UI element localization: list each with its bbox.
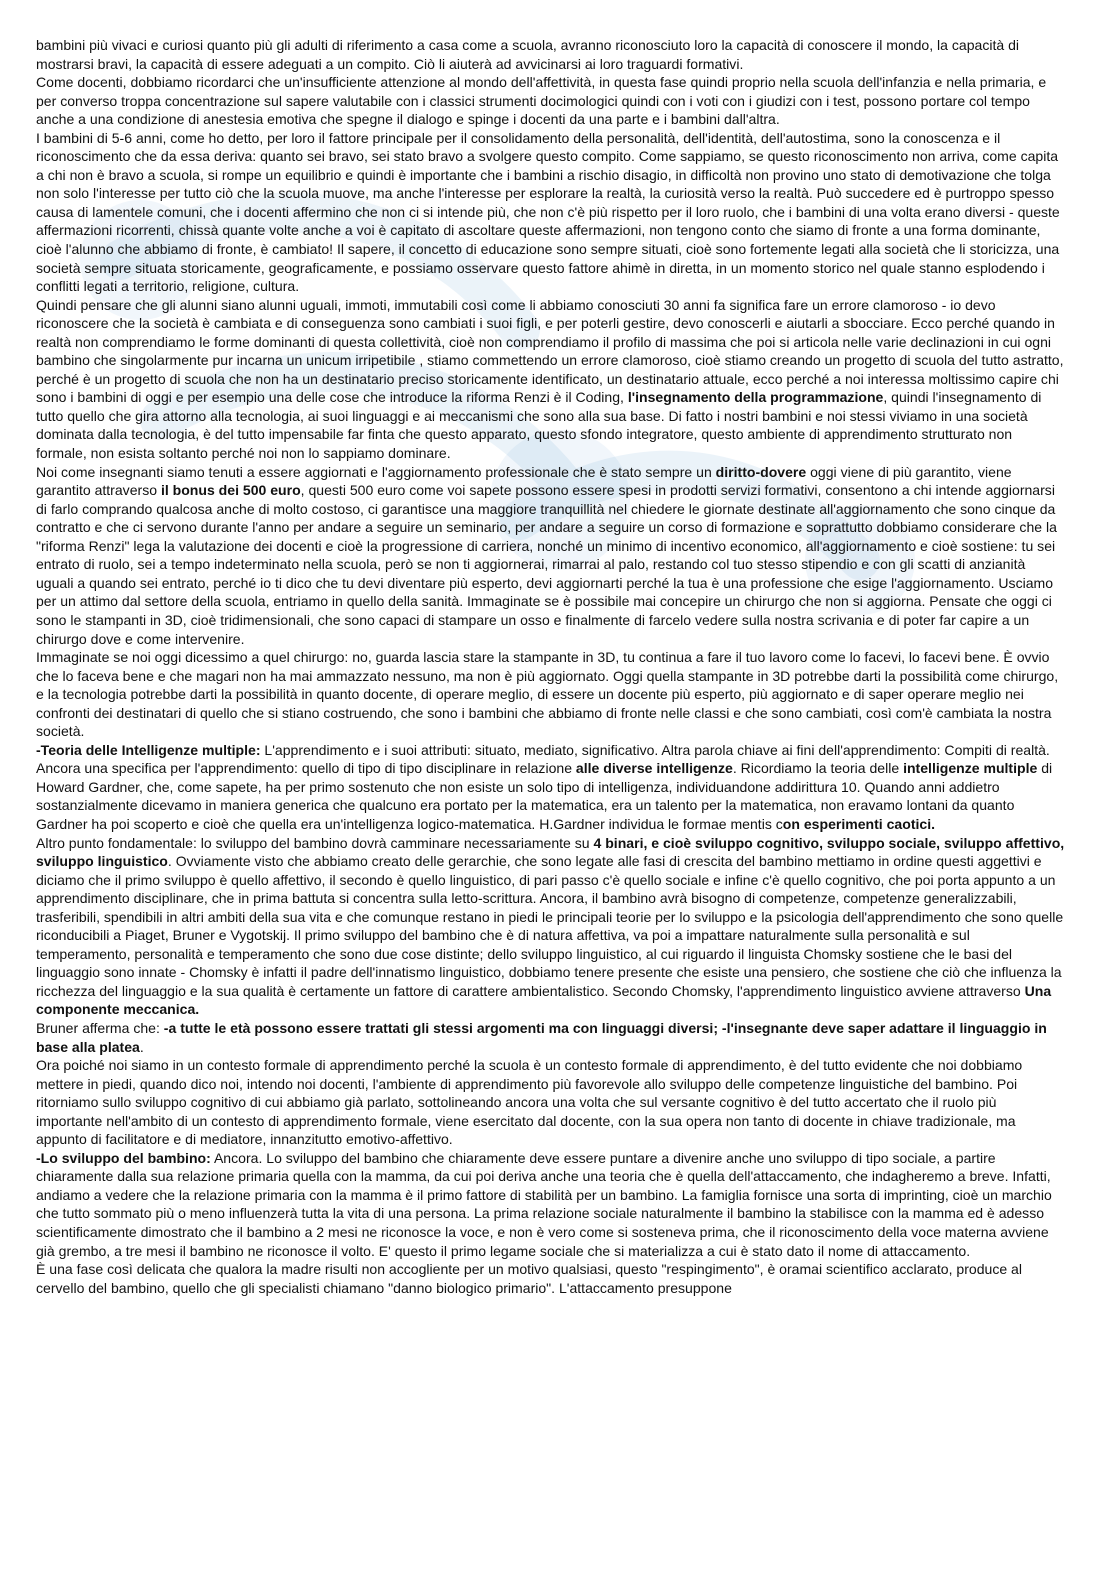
text-run: I bambini di 5-6 anni, come ho detto, per loro il fattore principale per il consolidamento della personalità, dell'identità, dell'autostima, sono la conoscenza e il riconoscimento che da essa deriva: quanto sei bravo, sei stato bravo a svolgere questo compito. Come sappiamo, se questo riconoscimento non arriva, come capita a chi non è bravo a scuola, si rompe un equilibrio e quindi è importante che i bambini a rischio disagio, in difficoltà non provino uno stato di demotivazione che tolga non solo l'interesse per tutto ciò che la scuola muove, ma anche l'interesse per esplorare la realtà, la curiosità verso la realtà. Può succedere ed è purtroppo spesso causa di lamentele comuni, che i docenti affermino che non ci si intende più, che non c'è più rispetto per il loro ruolo, che i bambini di una volta erano diversi - queste affermazioni ricorrenti, chissà quante volte anche a voi è capitato di ascoltare queste affermazioni, non tengono conto che siamo di fronte a una forma dominante, cioè l'alunno che abbiamo di fronte, è cambiato! Il sapere, il concetto di educazione sono sempre situati, cioè sono fortemente legati alla società che li storicizza, una società sempre situata storicamente, geograficamente, e possiamo osservare questo fattore ahimè in diretta, in un momento storico nel quale stanno esplodendo i conflitti legati a territorio, religione, cultura. xyxy=(36,129,1060,295)
document-page xyxy=(36,36,1066,1297)
bold-text: Una componente meccanica. xyxy=(36,982,1052,1018)
bold-text: -Teoria delle Intelligenze multiple: xyxy=(36,741,261,758)
text-run: . Ovviamente visto che abbiamo creato delle gerarchie, che sono legate alle fasi di crescita del bambino mettiamo in ordine questi aggettivi e diciamo che il primo sviluppo è quello affettivo, il secondo è quello linguistico, di pari passo c'è quello sociale e infine c'è quello cognitivo, che poi porta appunto a un apprendimento disciplinare, che in prima battuta si concentra sulla letto-scrittura. Ancora, il bambino avrà bisogno di competenze, competenze generalizzabili, trasferibili, spendibili in altri ambiti della sua vita e che comunque restano in piedi le principali teorie per lo sviluppo e la psicologia dell'apprendimento che sono quelle riconducibili a Piaget, Bruner e Vygotskij. Il primo sviluppo del bambino che è di natura affettiva, va poi a impattare naturalmente sulla personalità e sul temperamento, personalità e temperamento che sono due cose distinte; dello sviluppo linguistico, al cui riguardo il linguista Chomsky sostiene che le basi del linguaggio sono innate - Chomsky è infatti il padre dell'innatismo linguistico, dobbiamo tenere presente che esiste una pensiero, che sostiene che ciò che influenza la ricchezza del linguaggio e la sua qualità è certamente un fattore di carattere ambientalistico. Secondo Chomsky, l'apprendimento linguistico avviene attraverso xyxy=(36,853,1064,999)
text-run: . xyxy=(139,1038,144,1055)
paragraph xyxy=(36,1019,1066,1056)
paragraph xyxy=(36,648,1066,741)
paragraph xyxy=(36,73,1066,129)
bold-text: il bonus dei 500 euro xyxy=(160,482,301,499)
text-run: di Howard Gardner, che, come sapete, ha per primo sostenuto che non esiste un solo tipo di intelligenza, individuandone addirittura 10. Quando anni addietro sostanzialmente dicevamo in maniera generica che qualcuno era portato per la matematica, era un talento per la matematica, non eravamo lontani da quanto Gardner ha poi scoperto e cioè che quella era un'intelligenza logico-matematica. H.Gardner individua le formae mentis c xyxy=(36,760,1053,832)
bold-text: intelligenze multiple xyxy=(903,760,1038,777)
text-run: Ancora. Lo sviluppo del bambino che chiaramente deve essere puntare a divenire anche uno sviluppo di tipo sociale, a partire chiaramente dalla sua relazione primaria quella con la mamma, da cui poi deriva anche una teoria che è quella dell'attaccamento, che indagheremo a breve. Infatti, andiamo a vedere che la relazione primaria con la mamma è il primo fattore di stabilità per un bambino. La famiglia fornisce una sorta di imprinting, cioè un marchio che tutto sommato più o meno influenzerà tutta la vita di una persona. La prima relazione sociale naturalmente il bambino la stabilisce con la mamma ed è adesso scientificamente dimostrato che il bambino a 2 mesi ne riconosce la voce, e non è vero come si sosteneva prima, che il riconoscimento della voce materna avviene già grembo, a tre mesi il bambino ne riconosce il volto. E' questo il primo legame sociale che si materializza a cui è stato dato il nome di attaccamento. xyxy=(36,1149,1052,1259)
paragraph xyxy=(36,741,1066,834)
paragraph xyxy=(36,1260,1066,1297)
paragraph xyxy=(36,1149,1066,1260)
text-run: . Ricordiamo la teoria delle xyxy=(732,760,904,777)
paragraph xyxy=(36,1056,1066,1149)
text-run: Ora poiché noi siamo in un contesto formale di apprendimento perché la scuola è un contesto formale di apprendimento, è del tutto evidente che noi dobbiamo mettere in piedi, quando dico noi, intendo noi docenti, l'ambiente di apprendimento più favorevole allo sviluppo delle competenze linguistiche del bambino. Poi ritorniamo sullo sviluppo cognitivo di cui abbiamo già parlato, sottolineando ancora una volta che sul versante cognitivo è del tutto accertato che il ruolo più importante nell'ambito di un contesto di apprendimento formale, viene esercitato dal docente, con la sua opera non tanto di docente in chiave tradizionale, ma appunto di facilitatore e di mediatore, innanzitutto emotivo-affettivo. xyxy=(36,1057,1023,1148)
text-run: Quindi pensare che gli alunni siano alunni uguali, immoti, immutabili così come li abbiamo conosciuti 30 anni fa significa fare un errore clamoroso - io devo riconoscere che la società è cambiata e di conseguenza sono cambiati i suoi figli, e per poterli gestire, devo conoscerli e aiutarli a sbocciare. Ecco perché quando in realtà non comprendiamo le forme dominanti di questa collettività, cioè non comprendiamo il profilo di massima che poi si articola nelle varie declinazioni in cui ogni bambino che singolarmente pur incarna un unicum irripetibile , stiamo commettendo un errore clamoroso, cioè stiamo creando un progetto di scuola del tutto astratto, perché è un progetto di scuola che non ha un destinatario preciso storicamente identificato, un destinatario attuale, ecco perché a noi interessa moltissimo capire chi sono i bambini di oggi e per esempio una delle cose che introduce la riforma Renzi è il Coding, xyxy=(36,296,1064,406)
bold-text: alle diverse intelligenze xyxy=(575,760,733,777)
paragraph xyxy=(36,36,1066,73)
bold-text: diritto-dovere xyxy=(715,463,807,480)
paragraph xyxy=(36,463,1066,648)
bold-text: -Lo sviluppo del bambino: xyxy=(36,1149,211,1166)
text-run: È una fase così delicata che qualora la madre risulti non accogliente per un motivo qualsiasi, questo "respingimento", è oramai scientifico acclarato, produce al cervello del bambino, quello che gli specialisti chiamano "danno biologico primario". L'attaccamento presuppone xyxy=(36,1261,1022,1296)
paragraph xyxy=(36,129,1066,296)
text-run: Bruner afferma che: xyxy=(36,1019,164,1036)
bold-text: on esperimenti caotici. xyxy=(782,815,936,832)
text-run: Immaginate se noi oggi dicessimo a quel chirurgo: no, guarda lascia stare la stampante in 3D, tu continua a fare il tuo lavoro come lo facevi, lo facevi bene. È ovvio che lo faceva bene e che magari non ha mai ammazzato nessuno, ma non è più aggiornato. Oggi quella stampante in 3D potrebbe darti la possibilità come chirurgo, e la tecnologia potrebbe darti la possibilità in quanto docente, di operare meglio, di essere un docente più esperto, più aggiornato e di saper operare meglio nei confronti dei destinatari di quello che si stiano costruendo, che sono i bambini che abbiamo di fronte nelle classi e che sono cambiati, così com'è cambiata la nostra società. xyxy=(36,649,1059,740)
bold-text: -a tutte le età possono essere trattati gli stessi argomenti ma con linguaggi diversi; -l'insegnante deve saper adattare il linguaggio in base alla platea xyxy=(36,1019,1047,1055)
text-run: oggi viene di più garantito, viene garantito attraverso xyxy=(36,463,1012,499)
bold-text: 4 binari, e cioè sviluppo cognitivo, sviluppo sociale, sviluppo affettivo, sviluppo linguistico xyxy=(36,834,1065,870)
text-run: bambini più vivaci e curiosi quanto più gli adulti di riferimento a casa come a scuola, avranno riconosciuto loro la capacità di conoscere il mondo, la capacità di mostrarsi bravi, la capacità di essere adeguati a un compito. Ciò li aiuterà ad avvicinarsi ai loro traguardi formativi. xyxy=(36,37,1020,72)
paragraph xyxy=(36,834,1066,1019)
text-run: Noi come insegnanti siamo tenuti a essere aggiornati e l'aggiornamento professionale che è stato sempre un xyxy=(36,463,716,480)
text-run: , questi 500 euro come voi sapete possono essere spesi in prodotti servizi formativi, consentono a chi intende aggiornarsi di farlo comprando qualcosa anche di molto costoso, ci garantisce una maggiore tranquillità nel chiedere le giornate destinate all'aggiornamento che sono cinque da contratto e che ci servono durante l'anno per andare a seguire un seminario, per andare a seguire un corso di formazione e soprattutto dobbiamo considerare che la "riforma Renzi" lega la valutazione dei docenti e cioè la progressione di carriera, nonché un minimo di incentivo economico, all'aggiornamento e cioè sostiene: tu sei entrato di ruolo, sei a tempo indeterminato nella scuola, però se non ti aggiornerai, rimarrai al palo, restando col tuo stesso stipendio e con gli scatti di anzianità uguali a quando sei entrato, perché io ti dico che tu devi diventare più esperto, devi aggiornarti perché la tua è una professione che esige l'aggiornamento. Usciamo per un attimo dal settore della scuola, entriamo in quello della sanità. Immaginate se è possibile mai concepire un chirurgo che non si aggiorna. Pensate che oggi ci sono le stampanti in 3D, cioè tridimensionali, che sono capaci di stampare un osso e finalmente di farcelo vedere sulla nostra scrivania e di poter far capire a un chirurgo dove e come intervenire. xyxy=(36,482,1057,647)
bold-text: l'insegnamento della programmazione xyxy=(627,389,884,406)
text-run: , quindi l'insegnamento di tutto quello che gira attorno alla tecnologia, ai suoi linguaggi e ai meccanismi che sono alla sua base. Di fatto i nostri bambini e noi stessi viviamo in una società dominata dalla tecnologia, è del tutto impensabile far finta che questo apparato, questo sfondo integratore, questo ambiente di apprendimento strutturato non formale, non esista soltanto perché noi non lo sappiamo dominare. xyxy=(36,389,1042,462)
text-run: Come docenti, dobbiamo ricordarci che un'insufficiente attenzione al mondo dell'affettività, in questa fase quindi proprio nella scuola dell'infanzia e nella primaria, e per converso troppa concentrazione sul sapere valutabile con i classici strumenti docimologici quindi con i voti con i giudizi con i test, possono portare col tempo anche a una condizione di anestesia emotiva che spegne il dialogo e spinge i docenti da una parte e i bambini dall'altra. xyxy=(36,74,1047,128)
text-run: L'apprendimento e i suoi attributi: situato, mediato, significativo. Altra parola chiave ai fini dell'apprendimento: Compiti di realtà. Ancora una specifica per l'apprendimento: quello di tipo di tipo disciplinare in relazione xyxy=(36,741,1050,777)
text-run: Altro punto fondamentale: lo sviluppo del bambino dovrà camminare necessariamente su xyxy=(36,834,594,851)
paragraph xyxy=(36,296,1066,463)
